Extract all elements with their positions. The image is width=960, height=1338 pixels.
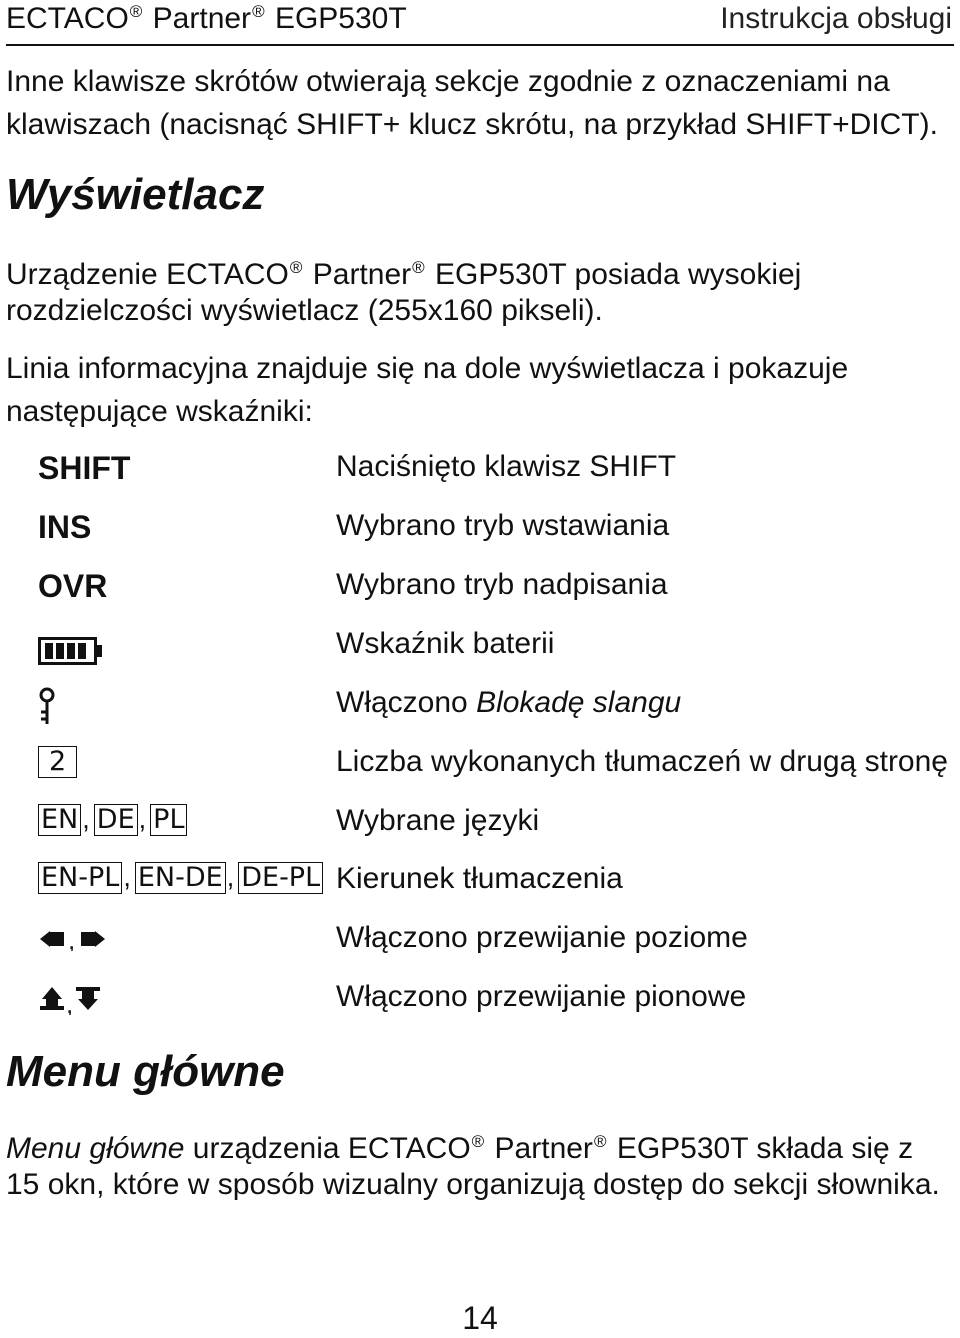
text-fragment: Partner [494, 1132, 593, 1165]
document-header-title [6, 2, 407, 36]
page-number: 14 [462, 1300, 498, 1336]
count-box: 2 [38, 746, 77, 778]
registered-mark: ® [593, 1132, 607, 1151]
arrow-right-icon [81, 931, 105, 947]
display-paragraph-1-line-2: rozdzielczości wyświetlacz (255x160 pikseli). [6, 294, 603, 327]
lang-code-box: PL [150, 804, 187, 836]
brand-partner: Partner [152, 2, 252, 35]
header-divider [6, 44, 954, 46]
registered-mark: ® [289, 258, 303, 277]
vertical-scroll-icons [38, 985, 104, 1020]
indicator-vscroll-desc: Włączono przewijanie pionowe [336, 980, 747, 1013]
section-title-main-menu: Menu główne [6, 1047, 285, 1096]
separator: , [82, 804, 90, 834]
text-fragment: EGP530T posiada wysokiej [435, 258, 802, 291]
display-paragraph-2-line-2: następujące wskaźniki: [6, 395, 313, 428]
text-fragment: urządzenia ECTACO [184, 1132, 471, 1165]
text-fragment: Włączono [336, 686, 477, 719]
indicator-slang-desc [336, 686, 681, 720]
separator: , [138, 804, 147, 834]
separator: , [226, 862, 235, 892]
lang-code-box: DE [94, 804, 138, 836]
direction-code-box: EN-DE [135, 862, 226, 894]
brand-name: ECTACO [6, 2, 129, 35]
direction-code-box: DE-PL [238, 862, 323, 894]
arrow-up-icon [40, 987, 64, 1010]
count-indicator-row [38, 746, 77, 778]
indicator-battery-desc: Wskaźnik baterii [336, 627, 555, 660]
indicator-ovr-label: OVR [38, 568, 108, 604]
key-icon [38, 686, 58, 731]
text-fragment-italic: Menu główne [6, 1132, 185, 1165]
battery-icon [38, 636, 104, 671]
registered-mark: ® [412, 258, 425, 277]
indicator-shift-desc: Naciśnięto klawisz SHIFT [336, 450, 677, 483]
indicator-ovr-desc: Wybrano tryb nadpisania [336, 568, 668, 601]
registered-mark: ® [471, 1132, 485, 1151]
indicator-hscroll-desc: Włączono przewijanie poziome [336, 921, 748, 954]
display-paragraph-2-line-1: Linia informacyjna znajduje się na dole wyświetlacza i pokazuje [6, 352, 849, 385]
horizontal-scroll-icons [38, 927, 112, 956]
text-fragment: Urządzenie ECTACO [6, 258, 289, 291]
indicator-languages-desc: Wybrane języki [336, 804, 540, 837]
model-name: EGP530T [274, 2, 407, 35]
registered-mark: ® [129, 2, 143, 21]
separator: , [123, 862, 131, 892]
menu-paragraph-line-2: 15 okn, które w sposób wizualny organizują dostęp do sekcji słownika. [6, 1168, 940, 1201]
direction-codes-row [38, 862, 323, 894]
svg-text:,: , [68, 927, 76, 951]
indicator-ins-desc: Wybrano tryb wstawiania [336, 509, 670, 542]
text-fragment-italic: Blokadę slangu [476, 686, 682, 719]
section-title-display: Wyświetlacz [6, 170, 265, 219]
text-fragment: EGP530T składa się z [616, 1132, 914, 1165]
lang-code-box: EN [38, 804, 81, 836]
registered-mark: ® [252, 2, 265, 21]
intro-line-2: klawiszach (nacisnąć SHIFT+ klucz skrótu, na przykład SHIFT+DICT). [6, 108, 938, 141]
indicator-directions-desc: Kierunek tłumaczenia [336, 862, 623, 895]
svg-text:,: , [66, 989, 74, 1015]
language-codes-row [38, 804, 187, 836]
direction-code-box: EN-PL [38, 862, 122, 894]
indicator-shift-label: SHIFT [38, 450, 131, 486]
text-fragment: Partner [312, 258, 412, 291]
arrow-down-icon [76, 987, 100, 1010]
arrow-left-icon [40, 931, 64, 947]
intro-line-1: Inne klawisze skrótów otwierają sekcje zgodnie z oznaczeniami na [6, 65, 890, 98]
indicator-count-desc: Liczba wykonanych tłumaczeń w drugą stronę [336, 745, 948, 778]
indicator-ins-label: INS [38, 509, 92, 545]
manual-title: Instrukcja obsługi [720, 2, 952, 35]
